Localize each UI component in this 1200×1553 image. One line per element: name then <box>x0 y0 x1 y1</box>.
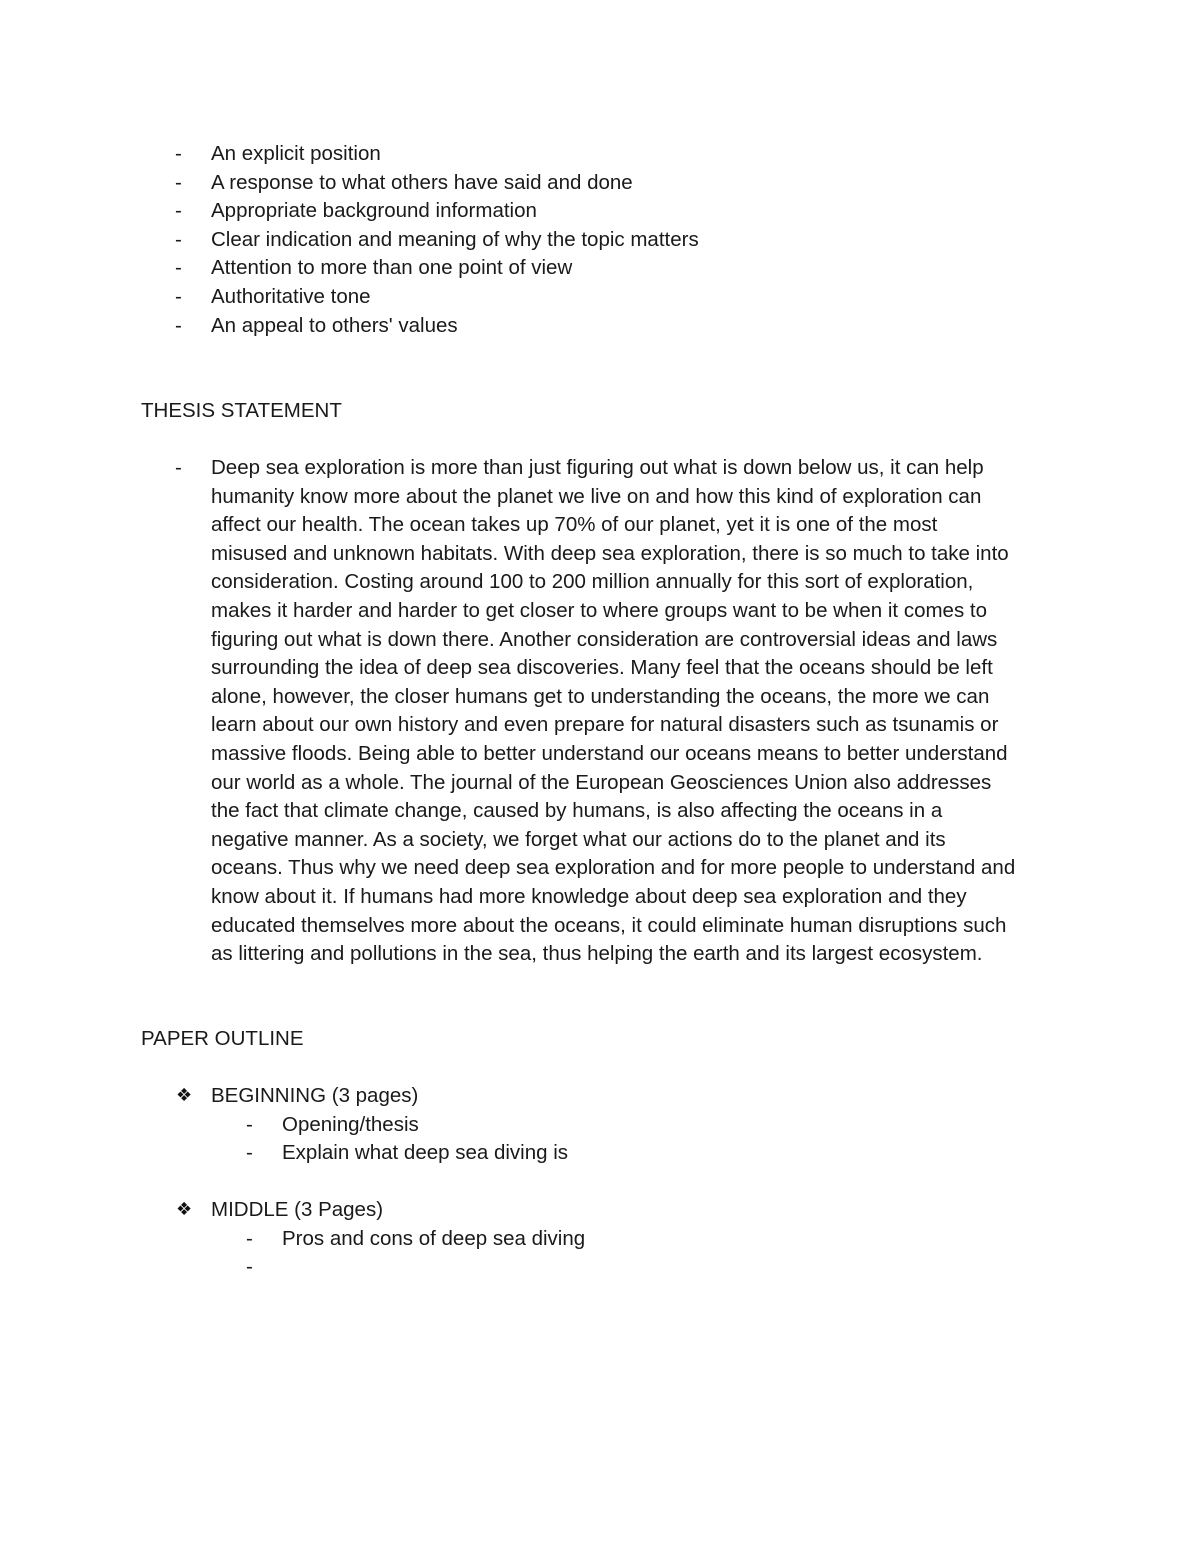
diamond-bullet-icon: ❖ <box>176 1199 193 1220</box>
dash-bullet: - <box>175 456 182 479</box>
paragraph-line: oceans. Thus why we need deep sea exploration and for more people to understand and <box>211 856 1016 880</box>
list-item-text: An appeal to others' values <box>211 313 458 337</box>
paragraph-line: surrounding the idea of deep sea discoveries. Many feel that the oceans should be left <box>211 656 993 680</box>
paragraph-line: educated themselves more about the oceans, it could eliminate human disruptions such <box>211 913 1007 937</box>
dash-bullet: - <box>175 170 182 194</box>
paragraph-line: affect our health. The ocean takes up 70% of our planet, yet it is one of the most <box>211 513 938 537</box>
outline-section-title-row <box>0 1082 1200 1111</box>
dash-bullet: - <box>246 1112 253 1136</box>
paragraph-line: learn about our own history and even prepare for natural disasters such as tsunamis or <box>211 713 999 737</box>
outline-subitem <box>0 1139 1200 1168</box>
paragraph-line: the fact that climate change, caused by humans, is also affecting the oceans in a <box>211 799 943 823</box>
dash-bullet: - <box>175 199 182 223</box>
list-item-text: Appropriate background information <box>211 199 537 223</box>
paragraph-line: Deep sea exploration is more than just figuring out what is down below us, it can help <box>211 456 984 479</box>
list-item <box>0 312 1200 341</box>
list-item-text: An explicit position <box>211 142 381 165</box>
list-item <box>0 169 1200 198</box>
thesis-heading: THESIS STATEMENT <box>141 399 342 422</box>
list-item-text: A response to what others have said and done <box>211 170 633 194</box>
outline-subitem-text: Explain what deep sea diving is <box>282 1141 569 1165</box>
dash-bullet: - <box>175 142 182 165</box>
dash-bullet: - <box>246 1141 253 1165</box>
paragraph-line: alone, however, the closer humans get to understanding the oceans, the more we can <box>211 684 990 708</box>
paragraph-line: as littering and pollutions in the sea, thus helping the earth and its largest ecosystem. <box>211 942 983 966</box>
diamond-bullet-icon: ❖ <box>176 1085 193 1106</box>
list-item-text: Authoritative tone <box>211 284 371 308</box>
paragraph-line: figuring out what is down there. Another consideration are controversial ideas and laws <box>211 627 998 651</box>
paragraph-line: massive floods. Being able to better understand our oceans means to better understand <box>211 741 1008 765</box>
list-item-text: Attention to more than one point of view <box>211 256 573 280</box>
paragraph-line: our world as a whole. The journal of the European Geosciences Union also addresses <box>211 770 992 794</box>
dash-bullet: - <box>175 284 182 308</box>
list-item <box>0 254 1200 283</box>
outline-section-title-row <box>0 1196 1200 1225</box>
paragraph-line: consideration. Costing around 100 to 200 million annually for this sort of exploration, <box>211 570 974 594</box>
outline-section-title: BEGINNING (3 pages) <box>211 1084 419 1107</box>
list-item <box>0 226 1200 255</box>
outline-section-title: MIDDLE (3 Pages) <box>211 1198 384 1221</box>
outline-subitem <box>0 1225 1200 1254</box>
thesis-lines <box>211 454 1015 969</box>
paragraph-line: misused and unknown habitats. With deep sea exploration, there is so much to take into <box>211 541 1009 565</box>
outline-subitem-text: Opening/thesis <box>282 1112 419 1136</box>
outline-subitem <box>0 1253 1200 1282</box>
dash-bullet: - <box>175 256 182 280</box>
dash-bullet: - <box>246 1226 253 1250</box>
criteria-list <box>0 140 1200 340</box>
outline-section-middle <box>0 1196 1200 1282</box>
paragraph-line: know about it. If humans had more knowledge about deep sea exploration and they <box>211 884 967 908</box>
paragraph-line: humanity know more about the planet we live on and how this kind of exploration can <box>211 484 982 508</box>
dash-bullet: - <box>246 1255 253 1279</box>
dash-bullet: - <box>175 227 182 251</box>
list-item <box>0 283 1200 312</box>
outline-section-beginning <box>0 1082 1200 1168</box>
outline-heading: PAPER OUTLINE <box>141 1027 304 1050</box>
outline-subitem-text: Pros and cons of deep sea diving <box>282 1226 586 1250</box>
dash-bullet: - <box>175 313 182 337</box>
paragraph-line: negative manner. As a society, we forget what our actions do to the planet and its <box>211 827 946 851</box>
outline-subitem <box>0 1111 1200 1140</box>
list-item <box>0 197 1200 226</box>
paragraph-line: makes it harder and harder to get closer to where groups want to be when it comes to <box>211 598 987 622</box>
list-item-text: Clear indication and meaning of why the topic matters <box>211 227 699 251</box>
list-item <box>0 140 1200 169</box>
